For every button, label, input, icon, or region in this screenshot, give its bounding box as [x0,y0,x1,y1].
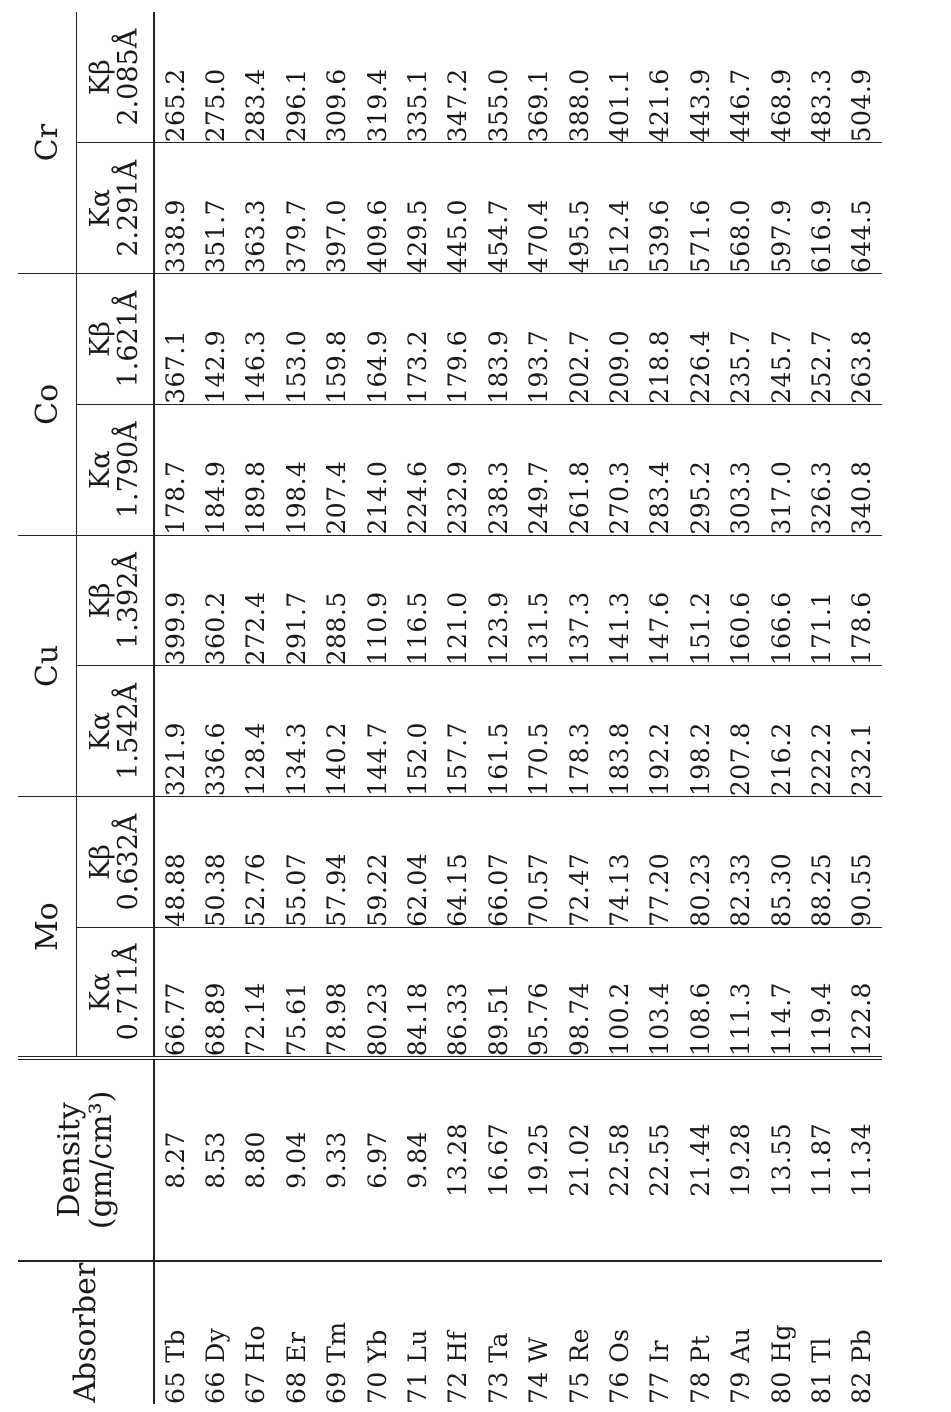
mo-kb-cell: 62.04 [397,797,437,928]
mo-ka-cell: 68.89 [195,927,235,1058]
absorber-cell: 71 Lu [397,1261,437,1404]
cu-ka-cell: 161.5 [478,666,518,797]
cr-kb-cell: 369.1 [519,12,559,143]
co-kb-cell: 159.8 [317,274,357,405]
table-row [559,12,599,1404]
cr-kb-cell: 443.9 [680,12,720,143]
cu-kb-cell: 110.9 [357,535,397,666]
cu-kb-cell: 141.3 [599,535,639,666]
cu-ka-cell: 134.3 [276,666,316,797]
density-cell: 9.04 [281,1131,311,1189]
cu-kb-cell: 123.9 [478,535,518,666]
co-ka-cell: 270.3 [599,404,639,535]
absorber-cell: 75 Re [559,1261,599,1404]
co-kb-cell: 142.9 [195,274,235,405]
cu-kb-cell: 171.1 [801,535,841,666]
cu-kb-cell: 399.9 [154,535,195,666]
cu-ka-cell: 128.4 [236,666,276,797]
cr-ka-cell: 351.7 [195,143,235,274]
cu-kb-cell: 288.5 [317,535,357,666]
co-ka-cell: 295.2 [680,404,720,535]
mo-kb-cell: 85.30 [761,797,801,928]
co-kb-cell: 164.9 [357,274,397,405]
cu-kb-cell: 291.7 [276,535,316,666]
mo-ka-cell: 86.33 [438,927,478,1058]
cr-ka-cell: 512.4 [599,143,639,274]
cu-ka-cell: 183.8 [599,666,639,797]
line-name: Kβ [84,321,116,357]
mo-ka-cell: 80.23 [357,927,397,1058]
cu-kb-cell: 151.2 [680,535,720,666]
table-row [519,12,559,1404]
cr-ka-cell: 363.3 [236,143,276,274]
absorber-cell: 81 Tl [801,1261,841,1404]
cr-kb-cell: 468.9 [761,12,801,143]
table-row [761,12,801,1404]
table-row [599,12,639,1404]
table-row [640,12,680,1404]
density-cell: 21.44 [685,1122,715,1197]
cu-kb-cell: 147.6 [640,535,680,666]
table-row [842,12,882,1404]
wavelength: 1.790Å [113,421,144,519]
table-row [680,12,720,1404]
mo-ka-cell: 108.6 [680,927,720,1058]
cu-kb-cell: 272.4 [236,535,276,666]
co-ka-cell: 232.9 [438,404,478,535]
cu-ka-cell: 232.1 [842,666,882,797]
wavelength: 0.632Å [113,813,144,911]
cr-kb-header [77,12,155,143]
cr-kb-cell: 309.6 [317,12,357,143]
absorber-cell: 80 Hg [761,1261,801,1404]
table-row [357,12,397,1404]
wavelength: 1.621Å [113,290,144,388]
mo-ka-cell: 66.77 [154,927,195,1058]
mo-kb-cell: 59.22 [357,797,397,928]
co-ka-cell: 303.3 [720,404,760,535]
absorber-cell: 74 W [519,1261,559,1404]
co-ka-cell: 317.0 [761,404,801,535]
cr-ka-cell: 644.5 [842,143,882,274]
absorber-cell: 78 Pt [680,1261,720,1404]
wavelength: 1.392Å [113,552,144,649]
mo-kb-cell: 90.55 [842,797,882,928]
density-cell: 6.97 [362,1131,392,1189]
absorption-coefficient-table [18,12,882,1404]
co-ka-cell: 214.0 [357,404,397,535]
wavelength: 2.291Å [113,159,144,257]
absorber-cell: 68 Er [276,1261,316,1404]
mo-ka-cell: 119.4 [801,927,841,1058]
density-header-line2: (gm/cm³) [83,1090,119,1230]
co-ka-cell: 249.7 [519,404,559,535]
cu-kb-cell: 166.6 [761,535,801,666]
cu-ka-cell: 321.9 [154,666,195,797]
target-header-co: Co [18,274,77,536]
density-cell: 19.25 [524,1122,554,1197]
cr-kb-cell: 446.7 [720,12,760,143]
co-kb-cell: 218.8 [640,274,680,405]
co-kb-cell: 146.3 [236,274,276,405]
absorber-cell: 67 Ho [236,1261,276,1404]
mo-ka-cell: 100.2 [599,927,639,1058]
mo-kb-cell: 66.07 [478,797,518,928]
cr-ka-cell: 495.5 [559,143,599,274]
absorber-header: Absorber [18,1261,154,1404]
absorber-cell: 65 Tb [154,1261,195,1404]
mo-ka-cell: 114.7 [761,927,801,1058]
co-kb-cell: 153.0 [276,274,316,405]
cr-ka-cell: 597.9 [761,143,801,274]
cu-kb-cell: 131.5 [519,535,559,666]
cu-ka-header [77,666,155,797]
table-row [195,12,235,1404]
cr-ka-cell: 454.7 [478,143,518,274]
cr-kb-cell: 319.4 [357,12,397,143]
cu-ka-cell: 152.0 [397,666,437,797]
mo-kb-cell: 80.23 [680,797,720,928]
cu-kb-cell: 160.6 [720,535,760,666]
co-ka-cell: 198.4 [276,404,316,535]
mo-ka-cell: 98.74 [559,927,599,1058]
cu-ka-cell: 170.5 [519,666,559,797]
cr-kb-cell: 275.0 [195,12,235,143]
line-name: Kα [84,712,116,751]
density-cell: 8.27 [160,1131,190,1189]
cr-kb-cell: 421.6 [640,12,680,143]
co-ka-cell: 261.8 [559,404,599,535]
co-ka-cell: 340.8 [842,404,882,535]
cu-ka-cell: 157.7 [438,666,478,797]
wavelength: 0.711Å [113,943,144,1041]
co-ka-cell: 283.4 [640,404,680,535]
cu-ka-cell: 207.8 [720,666,760,797]
cr-ka-cell: 470.4 [519,143,559,274]
cr-kb-cell: 504.9 [842,12,882,143]
cr-ka-cell: 429.5 [397,143,437,274]
density-cell: 8.80 [241,1131,271,1189]
mo-ka-header [77,927,155,1058]
mo-kb-cell: 88.25 [801,797,841,928]
cr-kb-cell: 283.4 [236,12,276,143]
density-header [18,1058,154,1260]
table-body [154,12,882,1404]
density-cell: 8.53 [201,1131,231,1189]
mo-kb-cell: 77.20 [640,797,680,928]
wavelength: 2.085Å [113,28,144,126]
cu-kb-cell: 360.2 [195,535,235,666]
density-cell: 13.55 [766,1122,796,1197]
cr-kb-cell: 335.1 [397,12,437,143]
cr-kb-cell: 388.0 [559,12,599,143]
absorber-cell: 70 Yb [357,1261,397,1404]
cu-ka-cell: 198.2 [680,666,720,797]
table-row [801,12,841,1404]
co-kb-cell: 367.1 [154,274,195,405]
line-name: Kα [84,450,116,489]
cu-ka-cell: 222.2 [801,666,841,797]
mo-kb-cell: 48.88 [154,797,195,928]
mo-ka-cell: 103.4 [640,927,680,1058]
absorber-cell: 72 Hf [438,1261,478,1404]
co-kb-cell: 193.7 [519,274,559,405]
co-kb-cell: 263.8 [842,274,882,405]
mo-kb-cell: 50.38 [195,797,235,928]
line-name: Kβ [84,844,116,880]
density-cell: 9.84 [403,1131,433,1189]
cr-ka-cell: 568.0 [720,143,760,274]
co-kb-cell: 226.4 [680,274,720,405]
cu-kb-cell: 137.3 [559,535,599,666]
co-ka-cell: 189.8 [236,404,276,535]
cr-ka-cell: 338.9 [154,143,195,274]
co-ka-cell: 207.4 [317,404,357,535]
density-cell: 11.34 [847,1122,877,1197]
cr-kb-cell: 296.1 [276,12,316,143]
table-row [720,12,760,1404]
mo-kb-cell: 70.57 [519,797,559,928]
line-name: Kβ [84,582,116,619]
mo-ka-cell: 122.8 [842,927,882,1058]
co-ka-header [77,404,155,535]
mo-kb-cell: 64.15 [438,797,478,928]
mo-ka-cell: 95.76 [519,927,559,1058]
co-ka-cell: 326.3 [801,404,841,535]
cu-kb-header [77,535,155,666]
table-row [236,12,276,1404]
mo-ka-cell: 84.18 [397,927,437,1058]
cr-kb-cell: 347.2 [438,12,478,143]
absorber-cell: 82 Pb [842,1261,882,1404]
co-kb-cell: 235.7 [720,274,760,405]
absorber-cell: 69 Tm [317,1261,357,1404]
cr-ka-cell: 397.0 [317,143,357,274]
co-ka-cell: 184.9 [195,404,235,535]
density-cell: 19.28 [726,1122,756,1197]
table-row [317,12,357,1404]
cr-ka-header [77,143,155,274]
line-name: Kα [84,189,116,228]
header-row-targets [18,12,77,1404]
cr-ka-cell: 616.9 [801,143,841,274]
table-row [154,12,195,1404]
table-row [276,12,316,1404]
co-ka-cell: 224.6 [397,404,437,535]
cr-ka-cell: 539.6 [640,143,680,274]
line-name: Kα [84,972,116,1012]
absorber-cell: 66 Dy [195,1261,235,1404]
co-kb-cell: 173.2 [397,274,437,405]
cr-kb-cell: 401.1 [599,12,639,143]
cu-kb-cell: 121.0 [438,535,478,666]
density-cell: 16.67 [483,1122,513,1197]
cr-ka-cell: 409.6 [357,143,397,274]
mo-ka-cell: 72.14 [236,927,276,1058]
density-cell: 22.55 [645,1122,675,1197]
table-row [438,12,478,1404]
table-row [478,12,518,1404]
cr-kb-cell: 265.2 [154,12,195,143]
co-kb-cell: 252.7 [801,274,841,405]
mo-kb-cell: 82.33 [720,797,760,928]
co-kb-cell: 209.0 [599,274,639,405]
target-header-cu: Cu [18,535,77,797]
cr-kb-cell: 355.0 [478,12,518,143]
mo-kb-cell: 52.76 [236,797,276,928]
density-cell: 21.02 [564,1122,594,1197]
mo-kb-cell: 72.47 [559,797,599,928]
co-kb-cell: 183.9 [478,274,518,405]
absorber-cell: 73 Ta [478,1261,518,1404]
mo-kb-header [77,797,155,928]
co-kb-cell: 245.7 [761,274,801,405]
mo-kb-cell: 55.07 [276,797,316,928]
co-kb-cell: 202.7 [559,274,599,405]
absorber-cell: 79 Au [720,1261,760,1404]
mo-kb-cell: 57.94 [317,797,357,928]
cr-ka-cell: 445.0 [438,143,478,274]
co-kb-cell: 179.6 [438,274,478,405]
mo-kb-cell: 74.13 [599,797,639,928]
cu-ka-cell: 216.2 [761,666,801,797]
mo-ka-cell: 111.3 [720,927,760,1058]
absorber-cell: 77 Ir [640,1261,680,1404]
density-cell: 13.28 [443,1122,473,1197]
co-ka-cell: 238.3 [478,404,518,535]
cu-ka-cell: 144.7 [357,666,397,797]
cu-ka-cell: 336.6 [195,666,235,797]
cu-ka-cell: 178.3 [559,666,599,797]
line-name: Kβ [84,59,116,96]
table-row [397,12,437,1404]
wavelength: 1.542Å [113,682,144,780]
co-ka-cell: 178.7 [154,404,195,535]
target-header-cr: Cr [18,12,77,274]
cu-kb-cell: 116.5 [397,535,437,666]
mo-ka-cell: 89.51 [478,927,518,1058]
mo-ka-cell: 78.98 [317,927,357,1058]
density-header-line1: Density [52,1102,87,1218]
cu-ka-cell: 192.2 [640,666,680,797]
cu-kb-cell: 178.6 [842,535,882,666]
cr-kb-cell: 483.3 [801,12,841,143]
absorber-cell: 76 Os [599,1261,639,1404]
cu-ka-cell: 140.2 [317,666,357,797]
density-cell: 11.87 [806,1122,836,1197]
cr-ka-cell: 379.7 [276,143,316,274]
density-cell: 22.58 [604,1122,634,1197]
density-cell: 9.33 [322,1131,352,1189]
mo-ka-cell: 75.61 [276,927,316,1058]
cr-ka-cell: 571.6 [680,143,720,274]
target-header-mo: Mo [18,797,77,1059]
co-kb-header [77,274,155,405]
